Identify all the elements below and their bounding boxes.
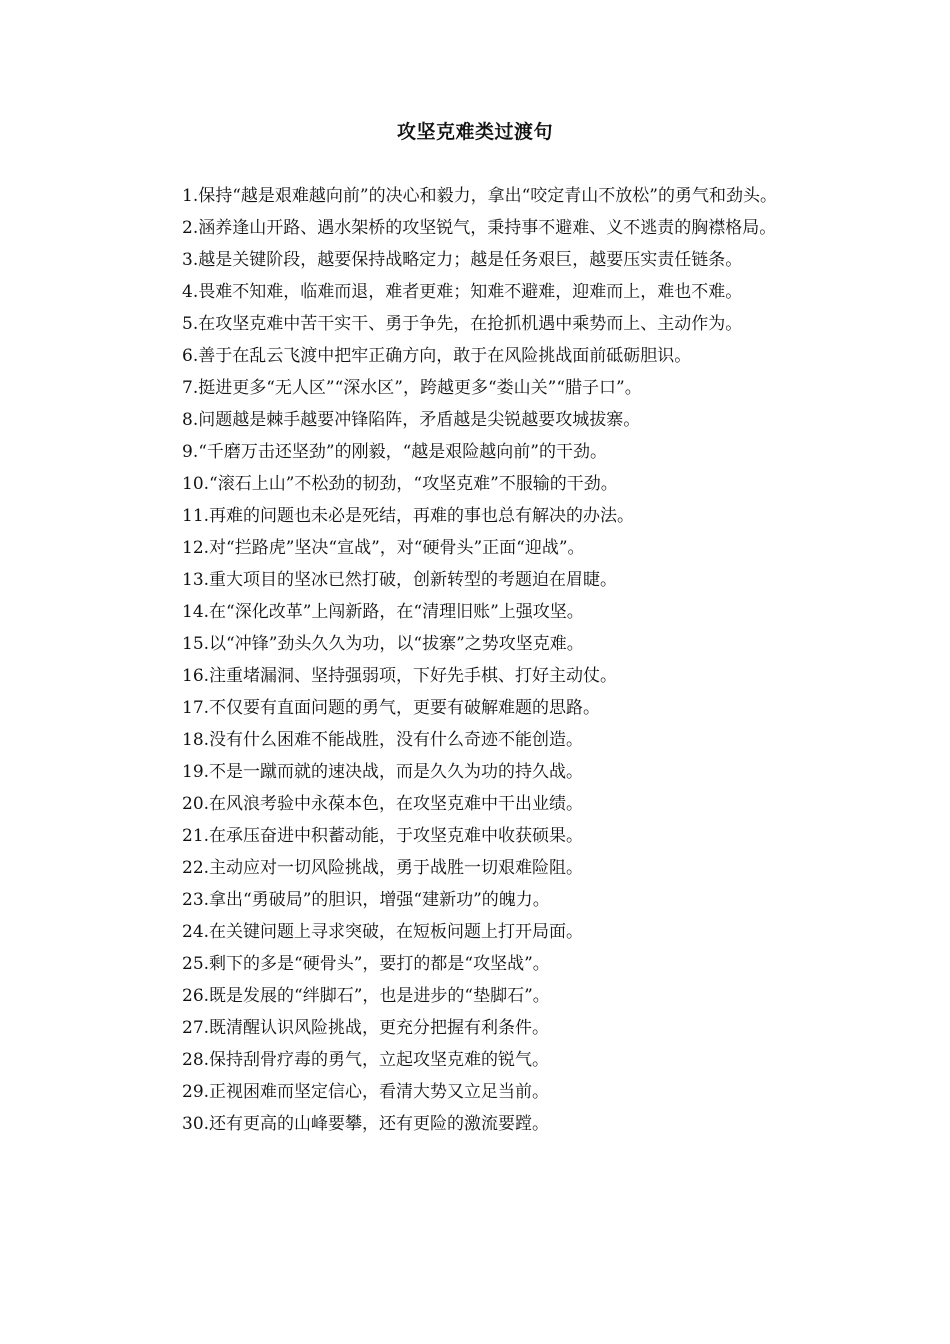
list-item: 14.在“深化改革”上闯新路，在“清理旧账”上强攻坚。 — [182, 602, 584, 622]
list-item: 24.在关键问题上寻求突破，在短板问题上打开局面。 — [182, 922, 584, 942]
list-item: 28.保持刮骨疗毒的勇气，立起攻坚克难的锐气。 — [182, 1050, 550, 1070]
list-item: 7.挺进更多“无人区”“深水区”，跨越更多“娄山关”“腊子口”。 — [182, 378, 642, 398]
list-item: 6.善于在乱云飞渡中把牢正确方向，敢于在风险挑战面前砥砺胆识。 — [182, 346, 692, 366]
list-item: 15.以“冲锋”劲头久久为功，以“拔寨”之势攻坚克难。 — [182, 634, 584, 654]
list-item: 1.保持“越是艰难越向前”的决心和毅力，拿出“咬定青山不放松”的勇气和劲头。 — [182, 186, 777, 206]
document-body — [146, 180, 810, 1140]
list-item: 11.再难的问题也未必是死结，再难的事也总有解决的办法。 — [182, 506, 635, 526]
list-item: 22.主动应对一切风险挑战，勇于战胜一切艰难险阻。 — [182, 858, 584, 878]
document-title: 攻坚克难类过渡句 — [396, 121, 553, 143]
list-item: 27.既清醒认识风险挑战，更充分把握有利条件。 — [182, 1018, 550, 1038]
list-item: 29.正视困难而坚定信心，看清大势又立足当前。 — [182, 1082, 550, 1102]
list-item: 18.没有什么困难不能战胜，没有什么奇迹不能创造。 — [182, 730, 584, 750]
list-item: 12.对“拦路虎”坚决“宣战”，对“硬骨头”正面“迎战”。 — [182, 538, 585, 558]
list-item: 17.不仅要有直面问题的勇气，更要有破解难题的思路。 — [182, 698, 601, 718]
list-item: 26.既是发展的“绊脚石”，也是进步的“垫脚石”。 — [182, 986, 550, 1006]
list-item: 9.“千磨万击还坚劲”的刚毅，“越是艰险越向前”的干劲。 — [182, 442, 607, 462]
list-item: 8.问题越是棘手越要冲锋陷阵，矛盾越是尖锐越要攻城拔寨。 — [182, 410, 641, 430]
list-item: 21.在承压奋进中积蓄动能，于攻坚克难中收获硕果。 — [182, 826, 584, 846]
list-item: 2.涵养逢山开路、遇水架桥的攻坚锐气，秉持事不避难、义不逃责的胸襟格局。 — [182, 218, 777, 238]
list-item: 10.“滚石上山”不松劲的韧劲，“攻坚克难”不服输的干劲。 — [182, 474, 618, 494]
list-item: 23.拿出“勇破局”的胆识，增强“建新功”的魄力。 — [182, 890, 550, 910]
list-item: 19.不是一蹴而就的速决战，而是久久为功的持久战。 — [182, 762, 584, 782]
list-item: 16.注重堵漏洞、坚持强弱项，下好先手棋、打好主动仗。 — [182, 666, 618, 686]
list-item: 3.越是关键阶段，越要保持战略定力；越是任务艰巨，越要压实责任链条。 — [182, 250, 743, 270]
list-item: 5.在攻坚克难中苦干实干、勇于争先，在抢抓机遇中乘势而上、主动作为。 — [182, 314, 743, 334]
list-item: 13.重大项目的坚冰已然打破，创新转型的考题迫在眉睫。 — [182, 570, 618, 590]
list-item: 30.还有更高的山峰要攀，还有更险的激流要蹚。 — [182, 1114, 550, 1134]
list-item: 25.剩下的多是“硬骨头”，要打的都是“攻坚战”。 — [182, 954, 550, 974]
list-item: 20.在风浪考验中永葆本色，在攻坚克难中干出业绩。 — [182, 794, 584, 814]
list-item: 4.畏难不知难，临难而退，难者更难；知难不避难，迎难而上，难也不难。 — [182, 282, 743, 302]
